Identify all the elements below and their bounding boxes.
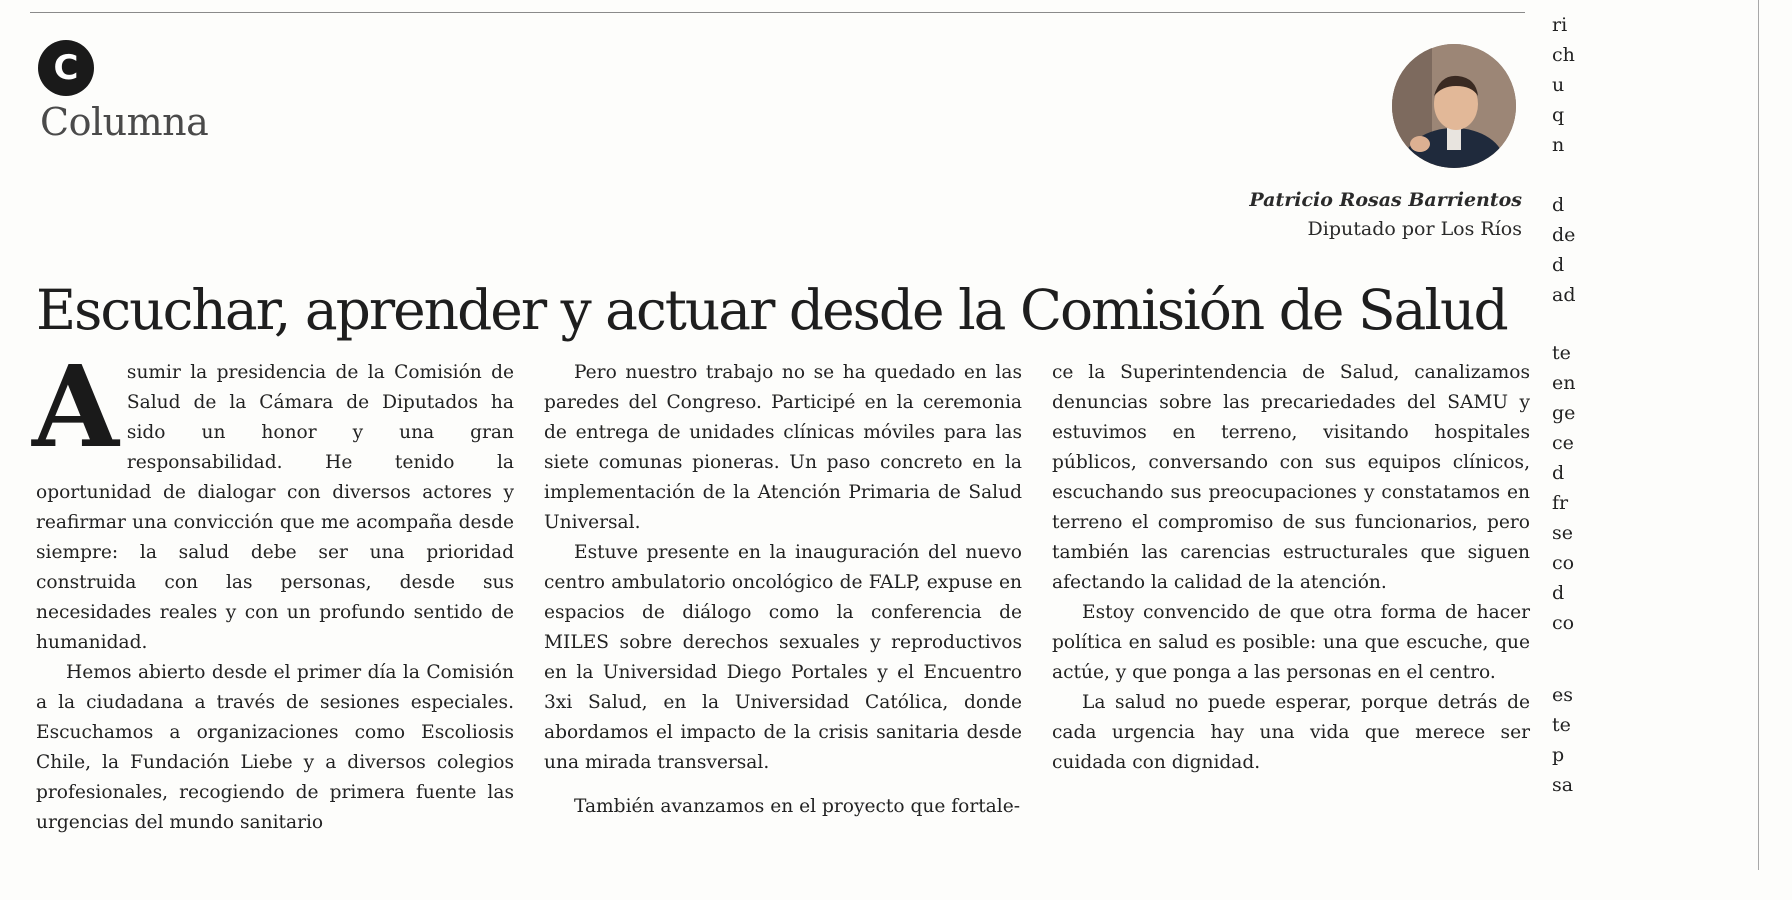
paragraph: Asumir la presidencia de la Comisión de Salud de la Cámara de Diputados ha sido un honor y una gran responsabilidad. He tenido la oportunidad de dialogar con diversos actores y reafirmar una convicción que me acompaña desde siempre: la salud debe ser una prioridad construida con las personas, desde sus necesidades reales y con un profundo sentido de humanidad.	[32, 342, 514, 653]
adjacent-text-fragment: d	[1552, 582, 1565, 604]
adjacent-text-fragment: te	[1552, 342, 1571, 364]
article-column-2	[544, 358, 1022, 822]
paragraph: Hemos abierto desde el primer día la Comisión a la ciudadana a través de sesiones especiales. Escuchamos a organizaciones como Escoliosis Chile, la Fundación Liebe y a diversos colegios profesionales, recogiendo de primera fuente las urgencias del mundo sanitario	[36, 662, 514, 833]
adjacent-text-fragment: co	[1552, 612, 1575, 634]
adjacent-text-fragment: ge	[1552, 402, 1576, 424]
author-byline	[1249, 186, 1522, 244]
top-rule	[30, 12, 1525, 13]
author-name: Patricio Rosas Barrientos	[1249, 189, 1522, 211]
paragraph: ce la Superintendencia de Salud, canalizamos denuncias sobre las precariedades del SAMU y estuvimos en terreno, visitando hospitales públicos, conversando con sus equipos clínicos, escuchando sus preocupaciones y constatamos en terreno el compromiso de sus funcionarios, pero también las carencias estructurales que siguen afectando la calidad de la atención.	[1052, 362, 1530, 593]
adjacent-text-fragment: p	[1552, 744, 1565, 766]
adjacent-text-fragment: te	[1552, 714, 1571, 736]
adjacent-text-fragment: se	[1552, 522, 1573, 544]
paragraph: También avanzamos en el proyecto que fortale-	[574, 796, 1021, 817]
section-label: Columna	[40, 100, 209, 144]
section-logo-icon: C	[38, 40, 94, 96]
paragraph: Estuve presente en la inauguración del nuevo centro ambulatorio oncológico de FALP, expuse en espacios de diálogo como la conferencia de MILES sobre derechos sexuales y reproductivos en la Universidad Diego Portales y el Encuentro 3xi Salud, en la Universidad Católica, donde abordamos el impacto de la crisis sanitaria desde una mirada transversal.	[544, 542, 1022, 773]
article-column-3	[1052, 358, 1530, 778]
adjacent-text-fragment: es	[1552, 684, 1573, 706]
adjacent-text-fragment: d	[1552, 254, 1565, 276]
adjacent-text-fragment: ch	[1552, 44, 1575, 66]
paragraph: La salud no puede esperar, porque detrás de cada urgencia hay una vida que merece ser cuidada con dignidad.	[1052, 692, 1530, 773]
adjacent-text-fragment: ad	[1552, 284, 1576, 306]
article-headline: Escuchar, aprender y actuar desde la Comisión de Salud	[36, 278, 1507, 342]
adjacent-text-fragment: d	[1552, 462, 1565, 484]
adjacent-text-fragment: en	[1552, 372, 1576, 394]
adjacent-text-fragment: de	[1552, 224, 1576, 246]
drop-cap: A	[32, 342, 119, 473]
author-photo	[1392, 44, 1516, 168]
article-column-1	[32, 342, 514, 838]
adjacent-article-strip	[1552, 0, 1792, 900]
adjacent-text-fragment: u	[1552, 74, 1565, 96]
adjacent-text-fragment: q	[1552, 104, 1565, 126]
adjacent-text-fragment: ce	[1552, 432, 1574, 454]
adjacent-text-fragment: co	[1552, 552, 1575, 574]
paragraph: Estoy convencido de que otra forma de hacer política en salud es posible: una que escuche, que actúe, y que ponga a las personas en el centro.	[1052, 602, 1530, 683]
adjacent-text-fragment: sa	[1552, 774, 1574, 796]
author-role: Diputado por Los Ríos	[1307, 218, 1522, 240]
adjacent-text-fragment: d	[1552, 194, 1565, 216]
adjacent-text-fragment: fr	[1552, 492, 1569, 514]
adjacent-text-fragment: ri	[1552, 14, 1568, 36]
paragraph: Pero nuestro trabajo no se ha quedado en las paredes del Congreso. Participé en la ceremonia de entrega de unidades clínicas móviles para las siete comunas pioneras. Un paso concreto en la implementación de la Atención Primaria de Salud Universal.	[544, 362, 1022, 533]
author-portrait-icon	[1392, 44, 1516, 168]
adjacent-text-fragment: n	[1552, 134, 1565, 156]
